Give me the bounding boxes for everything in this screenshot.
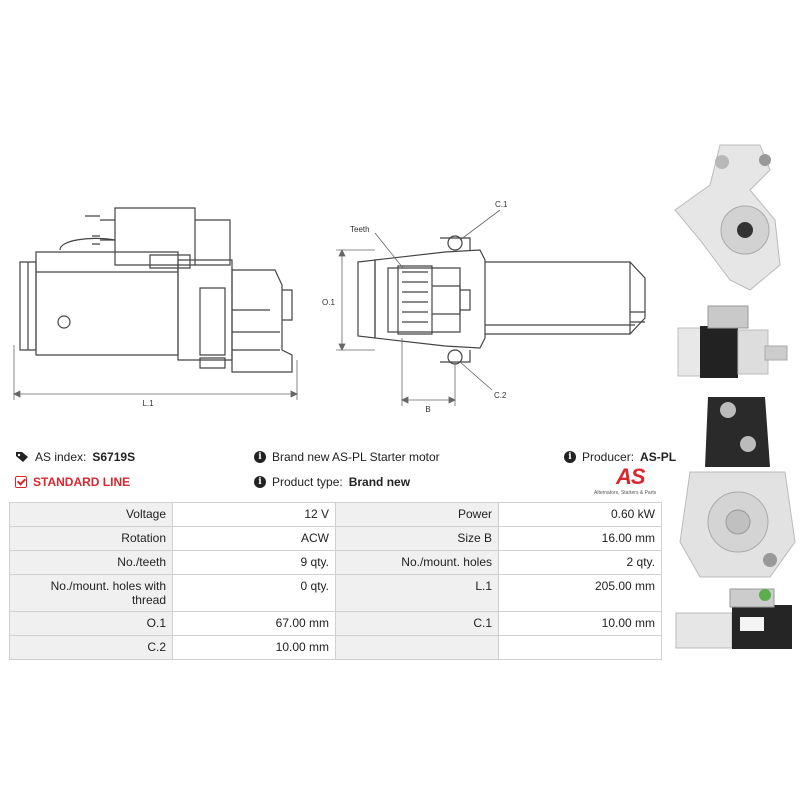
info-icon: i xyxy=(254,476,266,488)
product-type-label: Product type: xyxy=(272,475,343,489)
spec-value: ACW xyxy=(173,527,336,551)
producer xyxy=(564,450,676,464)
spec-value: 0.60 kW xyxy=(499,503,662,527)
dim-l1-label: L.1 xyxy=(142,399,154,408)
as-index-label: AS index: xyxy=(35,450,87,464)
spec-label: O.1 xyxy=(10,612,173,636)
spec-value: 2 qty. xyxy=(499,551,662,575)
spec-value: 205.00 mm xyxy=(499,575,662,612)
tag-icon xyxy=(15,451,29,463)
dim-c1-label: C.1 xyxy=(495,200,508,209)
spec-value: 67.00 mm xyxy=(173,612,336,636)
product-photo-side[interactable] xyxy=(670,298,800,388)
standard-line-label: STANDARD LINE xyxy=(33,475,131,489)
spec-row xyxy=(10,575,662,612)
as-index xyxy=(15,450,135,464)
product-photo-angle[interactable] xyxy=(670,585,800,660)
spec-label: Power xyxy=(336,503,499,527)
spec-value: 0 qty. xyxy=(173,575,336,612)
logo-main-text: AS xyxy=(616,464,645,489)
standard-line xyxy=(15,475,130,489)
product-type xyxy=(254,475,410,489)
dim-c2-label: C.2 xyxy=(494,391,507,400)
teeth-label: Teeth xyxy=(350,225,370,234)
product-photo-rear[interactable] xyxy=(670,392,800,582)
info-icon: i xyxy=(564,451,576,463)
spec-label: No./teeth xyxy=(10,551,173,575)
spec-row xyxy=(10,636,662,660)
specs-table xyxy=(9,502,662,660)
producer-value: AS-PL xyxy=(640,450,677,464)
spec-value: 12 V xyxy=(173,503,336,527)
product-photo-front[interactable] xyxy=(670,130,800,295)
front-view-drawing xyxy=(358,236,645,364)
as-pl-logo xyxy=(590,464,665,500)
spec-value: 16.00 mm xyxy=(499,527,662,551)
spec-label: Voltage xyxy=(10,503,173,527)
spec-label: No./mount. holes xyxy=(336,551,499,575)
logo-tagline: Alternators, Starters & Parts xyxy=(594,490,657,496)
product-type-value: Brand new xyxy=(348,475,411,489)
spec-label: L.1 xyxy=(336,575,499,612)
check-icon xyxy=(15,476,27,488)
spec-label: C.2 xyxy=(10,636,173,660)
spec-value: 10.00 mm xyxy=(173,636,336,660)
spec-value: 10.00 mm xyxy=(499,612,662,636)
spec-row xyxy=(10,527,662,551)
technical-drawings xyxy=(0,150,670,420)
product-photos xyxy=(670,130,800,670)
spec-label: No./mount. holes with thread xyxy=(10,575,173,612)
brand-new-label: Brand new AS-PL Starter motor xyxy=(272,450,440,464)
spec-label xyxy=(336,636,499,660)
info-icon: i xyxy=(254,451,266,463)
brand-new-text xyxy=(254,450,440,464)
spec-label: C.1 xyxy=(336,612,499,636)
spec-label: Size B xyxy=(336,527,499,551)
spec-row xyxy=(10,612,662,636)
spec-value: 9 qty. xyxy=(173,551,336,575)
spec-row xyxy=(10,503,662,527)
dim-b-label: B xyxy=(425,405,431,414)
product-info xyxy=(10,446,677,496)
spec-row xyxy=(10,551,662,575)
producer-label: Producer: xyxy=(582,450,635,464)
as-index-value: S6719S xyxy=(92,450,136,464)
spec-value xyxy=(499,636,662,660)
side-view-drawing xyxy=(0,150,670,420)
spec-label: Rotation xyxy=(10,527,173,551)
dim-o1-label: O.1 xyxy=(322,298,335,307)
